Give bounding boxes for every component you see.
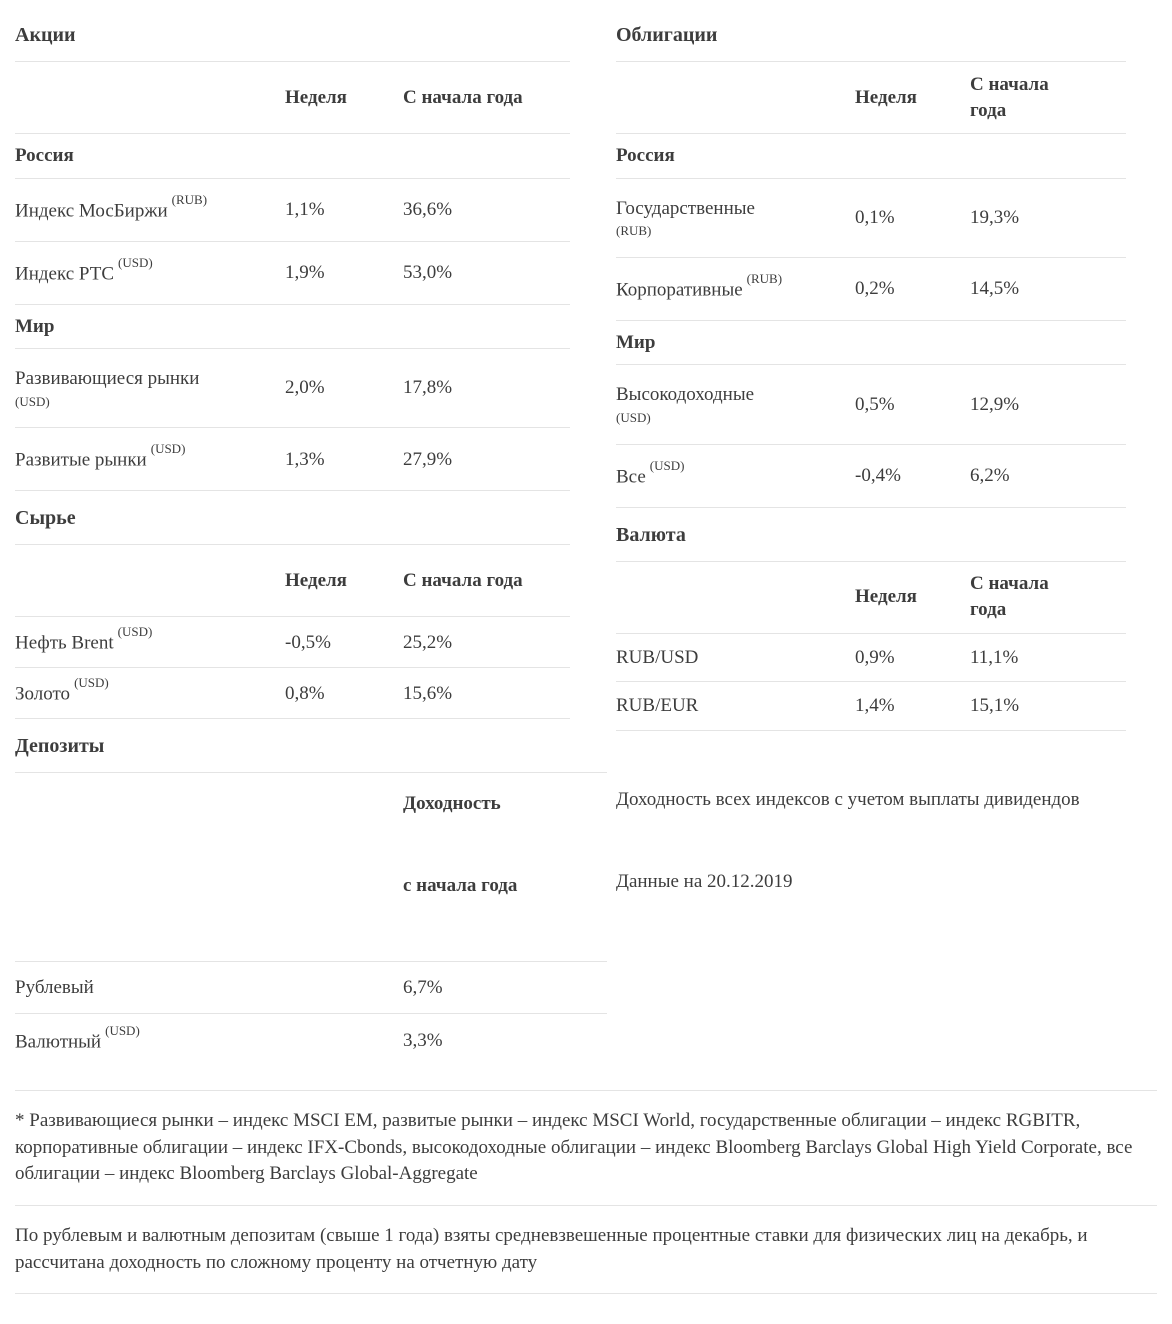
row-label (15, 254, 285, 287)
ytd-value: 6,7% (403, 976, 443, 998)
ytd-column-header: С начала года (970, 573, 1049, 621)
row-label (15, 1023, 403, 1055)
currency-header-row (616, 562, 1126, 634)
row-label (15, 366, 285, 410)
data-as-of-note: Данные на 20.12.2019 (616, 870, 793, 892)
table-row (616, 258, 1126, 321)
week-value: 1,3% (285, 448, 325, 470)
week-value: 1,1% (285, 198, 325, 220)
right-column (616, 8, 1126, 1068)
week-value: 0,8% (285, 682, 325, 704)
ytd-value: 11,1% (970, 646, 1019, 668)
table-row (616, 365, 1126, 444)
week-column-header: Неделя (855, 586, 917, 608)
table-row (15, 668, 570, 719)
row-label-text: Государственные (616, 197, 755, 219)
week-column-header: Неделя (285, 86, 347, 108)
currency-superscript: (USD) (118, 254, 153, 270)
row-label-text: Золото (15, 683, 71, 705)
row-label-text: Рублевый (15, 976, 94, 998)
footnotes-block (15, 1090, 1157, 1294)
week-value: -0,5% (285, 631, 331, 653)
table-row (15, 428, 570, 491)
ytd-value: 27,9% (403, 448, 453, 470)
row-label (616, 645, 855, 671)
row-label (616, 693, 855, 719)
ytd-value: 15,1% (970, 695, 1020, 717)
table-row (616, 179, 1126, 258)
deposits-table (15, 719, 607, 1068)
row-label-text: Развитые рынки (15, 449, 147, 471)
deposits-header-row (15, 773, 607, 961)
week-value: 0,5% (855, 393, 895, 415)
ytd-column-header: С начала года (403, 86, 523, 108)
row-label-text: Корпоративные (616, 279, 743, 301)
ytd-value: 14,5% (970, 277, 1020, 299)
row-label (616, 196, 855, 240)
ytd-value: 19,3% (970, 206, 1020, 228)
table-row (15, 617, 570, 668)
ytd-value: 17,8% (403, 377, 453, 399)
table-row (15, 242, 570, 305)
row-label (616, 270, 855, 303)
table-row (616, 445, 1126, 508)
row-label-text: RUB/EUR (616, 695, 699, 717)
deposits-yield-header (403, 791, 607, 898)
ytd-column-header: С начала года (970, 73, 1049, 121)
row-label (616, 382, 855, 426)
currency-superscript: (USD) (117, 624, 153, 640)
week-value: 1,9% (285, 261, 325, 283)
table-row (15, 349, 570, 428)
row-label-text: Высокодоходные (616, 384, 755, 406)
section-russia: Россия (15, 134, 570, 179)
currency-superscript: (RUB) (746, 270, 783, 286)
week-column-header: Неделя (285, 570, 347, 592)
week-value: 0,9% (855, 646, 895, 668)
left-column (15, 8, 570, 1068)
row-label-text: RUB/USD (616, 646, 699, 668)
ytd-column-header: С начала года (403, 570, 523, 592)
ytd-value: 15,6% (403, 682, 453, 704)
currency-title: Валюта (616, 508, 1126, 562)
currency-superscript: (USD) (150, 441, 186, 457)
currency-superscript: (USD) (15, 393, 50, 409)
row-label (15, 975, 403, 1001)
section-russia: Россия (616, 134, 1126, 179)
currency-table (616, 508, 1126, 731)
row-label-text: Индекс РТС (15, 262, 115, 284)
week-value: 0,2% (855, 277, 895, 299)
row-label (15, 624, 285, 656)
row-label (15, 191, 285, 224)
stocks-header-row (15, 62, 570, 134)
section-world: Мир (15, 305, 570, 350)
week-value: -0,4% (855, 464, 901, 486)
ytd-value: 53,0% (403, 261, 453, 283)
table-row (616, 682, 1126, 731)
currency-superscript: (RUB) (616, 223, 652, 239)
ytd-value: 6,2% (970, 464, 1010, 486)
ytd-value: 25,2% (403, 631, 453, 653)
table-row (15, 179, 570, 242)
currency-superscript: (USD) (74, 675, 109, 691)
deposits-yield-header-line2: с начала года (403, 874, 518, 896)
ytd-value: 12,9% (970, 393, 1020, 415)
table-row (15, 1014, 607, 1068)
notes-block (616, 787, 1126, 894)
section-world: Мир (616, 321, 1126, 366)
row-label-text: Все (616, 465, 646, 487)
row-label-text: Валютный (15, 1031, 102, 1053)
commodities-title: Сырье (15, 491, 570, 545)
ytd-value: 3,3% (403, 1030, 443, 1052)
week-value: 1,4% (855, 695, 895, 717)
table-row (616, 634, 1126, 683)
stocks-table (15, 8, 570, 491)
bonds-header-row (616, 62, 1126, 134)
bonds-title: Облигации (616, 8, 1126, 62)
deposits-title: Депозиты (15, 719, 607, 773)
bonds-table (616, 8, 1126, 508)
deposits-yield-header-line1: Доходность (403, 793, 501, 815)
commodities-table (15, 491, 570, 719)
row-label (616, 457, 855, 490)
currency-superscript: (USD) (105, 1023, 140, 1039)
dividends-note: Доходность всех индексов с учетом выплаты дивидендов (616, 788, 1080, 810)
commodities-header-row (15, 545, 570, 617)
header-spacer (15, 791, 403, 898)
week-value: 2,0% (285, 377, 325, 399)
ytd-value: 36,6% (403, 198, 453, 220)
currency-superscript: (USD) (616, 410, 651, 426)
deposits-footnote: По рублевым и валютным депозитам (свыше 1 года) взяты средневзвешенные процентные ставки для физических лиц на декабрь, и рассчитана доходность по сложному проценту на отчетную дату (15, 1206, 1157, 1294)
week-value: 0,1% (855, 206, 895, 228)
stocks-title: Акции (15, 8, 570, 62)
currency-superscript: (RUB) (171, 191, 208, 207)
indices-footnote: * Развивающиеся рынки – индекс MSCI EM, развитые рынки – индекс MSCI World, государственные облигации – индекс RGBITR, корпоративные облигации – индекс IFX-Cbonds, высокодоходные облигации – индекс Bloomberg Barclays Global High Yield Corporate, все облигации – индекс Bloomberg Barclays Global-Aggregate (15, 1091, 1157, 1206)
table-row (15, 962, 607, 1015)
row-label (15, 441, 285, 473)
two-column-layout (15, 8, 1157, 1068)
row-label-text: Индекс МосБиржи (15, 199, 168, 221)
currency-superscript: (USD) (649, 457, 685, 473)
row-label-text: Нефть Brent (15, 632, 114, 654)
row-label-text: Развивающиеся рынки (15, 368, 200, 390)
week-column-header: Неделя (855, 86, 917, 108)
row-label (15, 675, 285, 707)
